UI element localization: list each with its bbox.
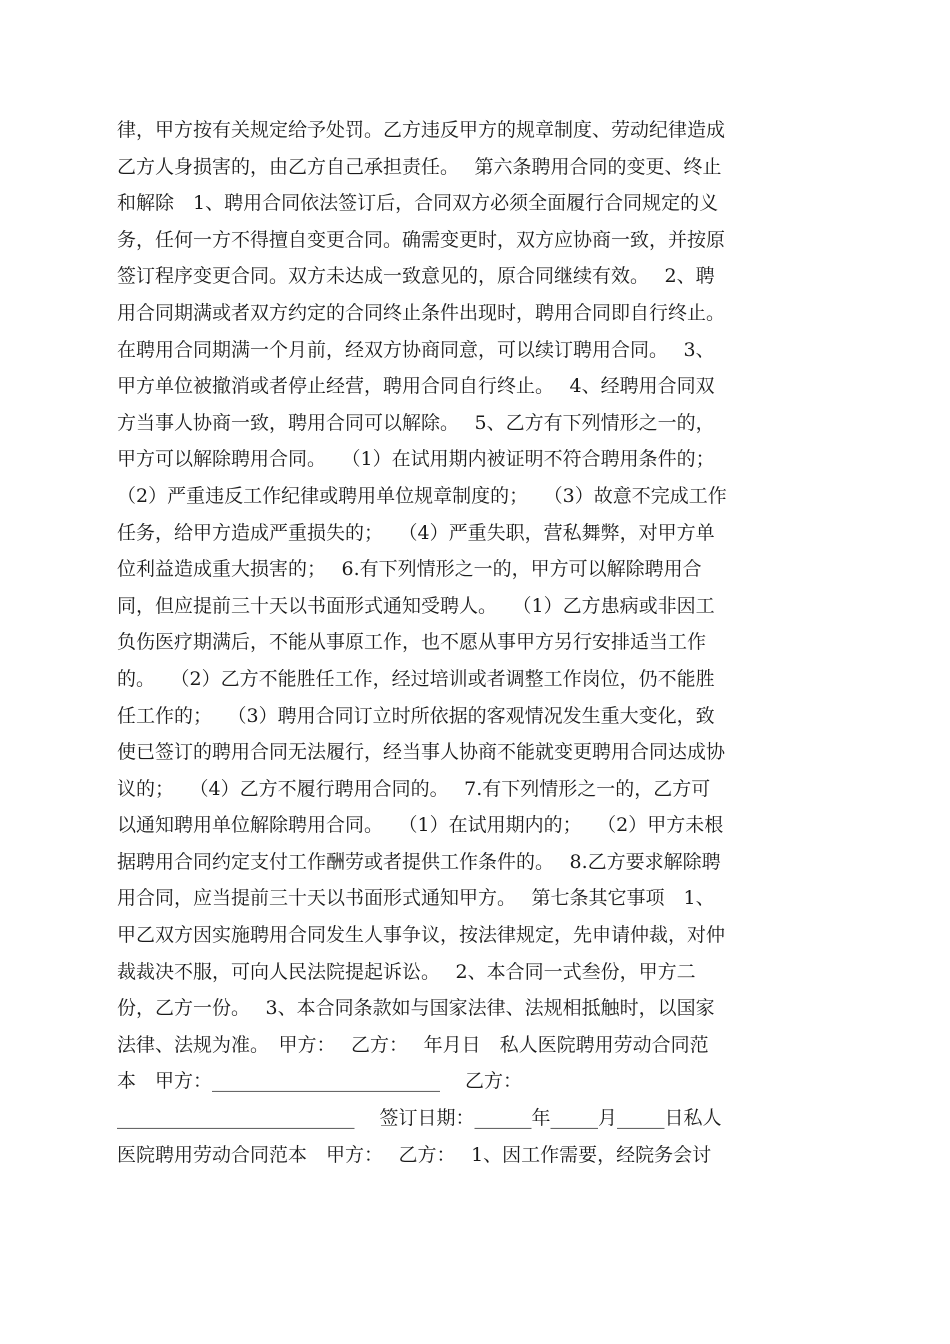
text-line: 乙方人身损害的，由乙方自己承担责任。 第六条聘用合同的变更、终止: [117, 155, 722, 178]
text-line: 使已签订的聘用合同无法履行，经当事人协商不能就变更聘用合同达成协: [117, 741, 726, 764]
text-line: 裁裁决不服，可向人民法院提起诉讼。 2、本合同一式叁份，甲方二: [117, 960, 696, 983]
text-line: 医院聘用劳动合同范本 甲方： 乙方： 1、因工作需要，经院务会讨: [117, 1143, 712, 1166]
contract-body-text: [117, 112, 833, 1173]
text-line: 律，甲方按有关规定给予处罚。乙方违反甲方的规章制度、劳动纪律造成: [117, 119, 726, 141]
text-line: 在聘用合同期满一个月前，经双方协商同意，可以续订聘用合同。 3、: [117, 338, 715, 361]
text-line: 和解除 1、聘用合同依法签订后，合同双方必须全面履行合同规定的义: [117, 192, 719, 215]
text-line: 用合同期满或者双方约定的合同终止条件出现时，聘用合同即自行终止。: [117, 301, 726, 324]
text-line: 法律、法规为准。 甲方： 乙方： 年月日 私人医院聘用劳动合同范: [117, 1033, 709, 1056]
text-line: 同，但应提前三十天以书面形式通知受聘人。 （1）乙方患病或非因工: [117, 594, 715, 617]
text-line: 签订程序变更合同。双方未达成一致意见的，原合同继续有效。 2、聘: [117, 265, 715, 288]
text-line: 务，任何一方不得擅自变更合同。确需变更时，双方应协商一致，并按原: [117, 228, 726, 251]
text-line: _________________________ 签订日期：______年_____月_____日私人: [117, 1107, 722, 1130]
text-line: 份，乙方一份。 3、本合同条款如与国家法律、法规相抵触时，以国家: [117, 997, 715, 1020]
text-line: 方当事人协商一致，聘用合同可以解除。 5、乙方有下列情形之一的，: [117, 411, 715, 434]
text-line: 的。 （2）乙方不能胜任工作，经过培训或者调整工作岗位，仍不能胜: [117, 667, 715, 690]
text-line: 位利益造成重大损害的； 6.有下列情形之一的，甲方可以解除聘用合: [117, 558, 702, 581]
text-line: （2）严重违反工作纪律或聘用单位规章制度的； （3）故意不完成工作: [117, 484, 727, 507]
text-line: 任务，给甲方造成严重损失的； （4）严重失职，营私舞弊，对甲方单: [117, 521, 715, 544]
text-line: 以通知聘用单位解除聘用合同。 （1）在试用期内的； （2）甲方未根: [117, 814, 724, 837]
text-line: 任工作的； （3）聘用合同订立时所依据的客观情况发生重大变化，致: [117, 704, 715, 727]
text-line: 甲方可以解除聘用合同。 （1）在试用期内被证明不符合聘用条件的；: [117, 448, 715, 471]
text-line: 甲方单位被撤消或者停止经营，聘用合同自行终止。 4、经聘用合同双: [117, 375, 715, 398]
text-line: 用合同，应当提前三十天以书面形式通知甲方。 第七条其它事项 1、: [117, 887, 715, 910]
text-line: 本 甲方：________________________ 乙方：: [117, 1070, 523, 1093]
text-line: 甲乙双方因实施聘用合同发生人事争议，按法律规定，先申请仲裁，对仲: [117, 924, 726, 947]
text-line: 议的； （4）乙方不履行聘用合同的。 7.有下列情形之一的，乙方可: [117, 777, 711, 800]
text-line: 据聘用合同约定支付工作酬劳或者提供工作条件的。 8.乙方要求解除聘: [117, 850, 721, 873]
text-line: 负伤医疗期满后，不能从事原工作，也不愿从事甲方另行安排适当工作: [117, 631, 707, 654]
